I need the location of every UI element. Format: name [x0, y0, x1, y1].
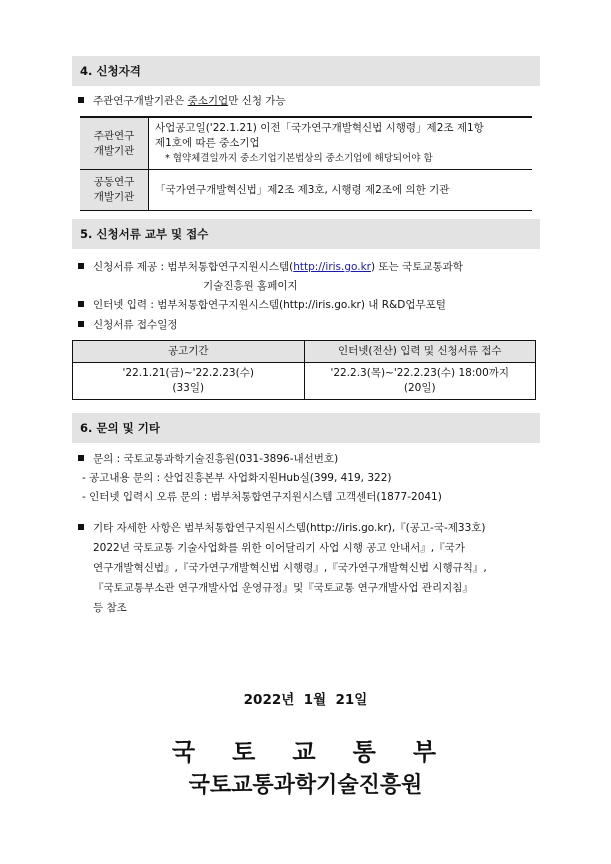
section6-bullet-2-line: 등 참조 — [93, 602, 127, 614]
bullet-text-underlined: 중소기업 — [187, 95, 229, 107]
section6-bullet-2-line: 『국토교통부소관 연구개발사업 운영규정』및『국토교통 연구개발사업 관리지침』 — [93, 582, 473, 594]
section6-bullet-2-line: 2022년 국토교통 기술사업화를 위한 이어달리기 사업 시행 공고 안내서』,『국가 — [93, 542, 465, 554]
row-label-line1: 주관연구 — [93, 129, 135, 142]
row-label-line2: 개발기관 — [93, 144, 135, 157]
row-label — [80, 170, 149, 211]
section4-heading: 4. 신청자격 — [72, 56, 540, 86]
table-row — [80, 117, 532, 170]
submission-period: '22.2.3(목)~'22.2.23(수) 18:00까지 — [330, 367, 510, 379]
section4-bullet — [78, 94, 286, 108]
square-bullet-icon — [78, 524, 84, 530]
submission-days: (20일) — [403, 382, 436, 394]
section6-sub-2: - 인터넷 입력시 오류 문의 : 범부처통합연구지원시스템 고객센터(1877-2041) — [82, 491, 442, 503]
section6-bullet-1 — [78, 452, 338, 466]
square-bullet-icon — [78, 455, 84, 461]
ministry-name: 국 토 교 통 부 — [171, 738, 440, 766]
table-header-row — [73, 341, 536, 363]
announcement-days: (33일) — [172, 382, 205, 394]
schedule-table — [72, 340, 536, 400]
institute-name: 국토교통과학기술진흥원 — [188, 773, 423, 798]
section6-bullet-2 — [78, 521, 486, 535]
row-label-line2: 개발기관 — [93, 191, 135, 203]
bullet-text-suffix: ) 또는 국토교통과학 — [371, 261, 463, 273]
section6-heading: 6. 문의 및 기타 — [72, 413, 540, 443]
table-cell — [73, 363, 305, 400]
section6-bullet-2-line: 연구개발혁신법』,『국가연구개발혁신법 시행령』,『국가연구개발혁신법 시행규칙』, — [93, 562, 487, 574]
section5-bullet-1 — [78, 260, 463, 274]
issue-date: 2022년 1월 21일 — [243, 692, 368, 708]
column-header: 공고기간 — [73, 341, 305, 363]
eligibility-table — [80, 116, 532, 211]
table-row — [73, 363, 536, 400]
bullet-text-prefix: 주관연구개발기관은 — [93, 95, 188, 107]
square-bullet-icon — [78, 321, 84, 327]
row-label — [80, 117, 149, 170]
bullet-text: 문의 : 국토교통과학기술진흥원(031-3896-내선번호) — [93, 453, 339, 465]
bullet-text: 인터넷 입력 : 범부처통합연구지원시스템(http://iris.go.kr) 내 R&D업무포털 — [93, 299, 446, 311]
row-content — [149, 117, 533, 170]
row-line1: 사업공고일('22.1.21) 이전「국가연구개발혁신법 시행령」제2조 제1항 — [155, 122, 484, 134]
square-bullet-icon — [78, 263, 84, 269]
announcement-period: '22.1.21(금)~'22.2.23(수) — [122, 367, 254, 379]
square-bullet-icon — [78, 97, 84, 103]
bullet-text: 기타 자세한 사항은 범부처통합연구지원시스템(http://iris.go.kr),『(공고-국-제33호) — [93, 522, 486, 534]
square-bullet-icon — [78, 301, 84, 307]
section5-bullet-3 — [78, 318, 177, 332]
row-content — [149, 170, 533, 211]
table-row — [80, 170, 532, 211]
iris-link[interactable]: http://iris.go.kr — [293, 261, 371, 273]
row-line1: 「국가연구개발혁신법」제2조 제3호, 시행령 제2조에 의한 기관 — [155, 183, 450, 196]
bullet-text-prefix: 신청서류 제공 : 범부처통합연구지원시스템( — [93, 261, 294, 273]
section5-bullet-2 — [78, 298, 446, 312]
section5-bullet-1-line2: 기술진흥원 홈페이지 — [203, 280, 298, 292]
row-line2: 제1호에 따른 중소기업 — [155, 137, 260, 149]
section5-heading: 5. 신청서류 교부 및 접수 — [72, 219, 540, 249]
row-label-line1: 공동연구 — [93, 176, 135, 188]
bullet-text: 신청서류 접수일정 — [93, 319, 178, 331]
column-header: 인터넷(전산) 입력 및 신청서류 접수 — [304, 341, 536, 363]
section6-sub-1: - 공고내용 문의 : 산업진흥본부 사업화지원Hub실(399, 419, 322) — [82, 472, 392, 484]
table-cell — [304, 363, 536, 400]
bullet-text-suffix: 만 신청 가능 — [228, 95, 286, 107]
row-note: * 협약체결일까지 중소기업기본법상의 중소기업에 해당되어야 함 — [165, 153, 433, 164]
